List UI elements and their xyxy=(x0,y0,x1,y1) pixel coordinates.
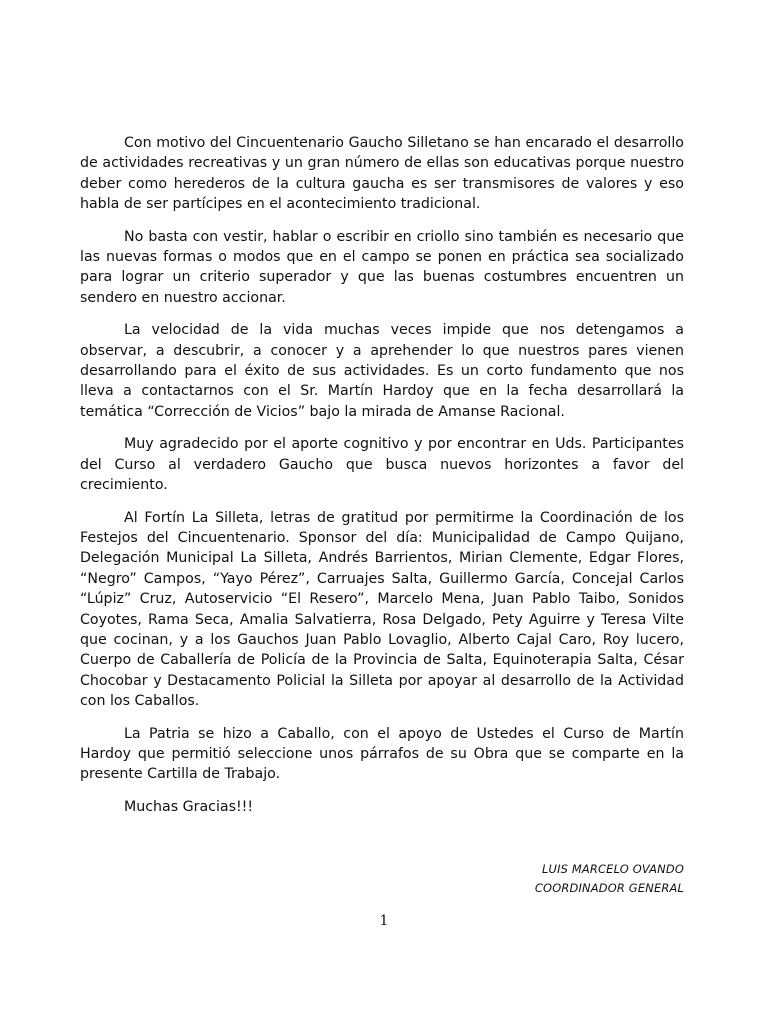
closing-line: Muchas Gracias!!! xyxy=(124,798,254,815)
paragraph-5: Al Fortín La Silleta, letras de gratitud por permitirme la Coordinación de los Festejos del Cincuentenario. Sponsor del día: Municipalidad de Campo Quijano, Delegación Municipal La Silleta, Andrés Barrientos, Mirian Clemente, Edgar Flores, “Negro” Campos, “Yayo Pérez”, Carruajes Salta, Guillermo García, Concejal Carlos “Lúpiz” Cruz, Autoservicio “El Resero”, Marcelo Mena, Juan Pablo Taibo, Sonidos Coyotes, Rama Seca, Amalia Salvatierra, Rosa Delgado, Pety Aguirre y Teresa Vilte que cocinan, y a los Gauchos Juan Pablo Lovaglio, Alberto Cajal Caro, Roy lucero, Cuerpo de Caballería de Policía de la Provincia de Salta, Equinoterapia Salta, César Chocobar y Destacamento Policial la Silleta por apoyar al desarrollo de la Actividad con los Caballos. xyxy=(80,509,684,710)
signature-block xyxy=(535,860,684,898)
paragraph-6: La Patria se hizo a Caballo, con el apoyo de Ustedes el Curso de Martín Hardoy que permitió seleccione unos párrafos de su Obra que se comparte en la presente Cartilla de Trabajo. xyxy=(80,725,684,783)
signature-name: LUIS MARCELO OVANDO xyxy=(542,862,684,876)
paragraph-2: No basta con vestir, hablar o escribir en criollo sino también es necesario que las nuevas formas o modos que en el campo se ponen en práctica sea socializado para lograr un criterio superador y que las buenas costumbres encuentren un sendero en nuestro accionar. xyxy=(80,228,684,306)
paragraph-4: Muy agradecido por el aporte cognitivo y por encontrar en Uds. Participantes del Curso al verdadero Gaucho que busca nuevos horizontes a favor del crecimiento. xyxy=(80,436,684,494)
signature-title: COORDINADOR GENERAL xyxy=(534,881,684,895)
letter-body xyxy=(80,133,684,829)
page-number: 1 xyxy=(379,913,389,929)
paragraph-1: Con motivo del Cincuentenario Gaucho Silletano se han encarado el desarrollo de actividades recreativas y un gran número de ellas son educativas porque nuestro deber como herederos de la cultura gaucha es ser transmisores de valores y eso habla de ser partícipes en el acontecimiento tradicional. xyxy=(80,135,684,213)
paragraph-3: La velocidad de la vida muchas veces impide que nos detengamos a observar, a descubrir, a conocer y a aprehender lo que nuestros pares vienen desarrollando para el éxito de sus actividades. Es un corto fundamento que nos lleva a contactarnos con el Sr. Martín Hardoy que en la fecha desarrollará la temática “Corrección de Vicios” bajo la mirada de Amanse Racional. xyxy=(80,322,684,420)
